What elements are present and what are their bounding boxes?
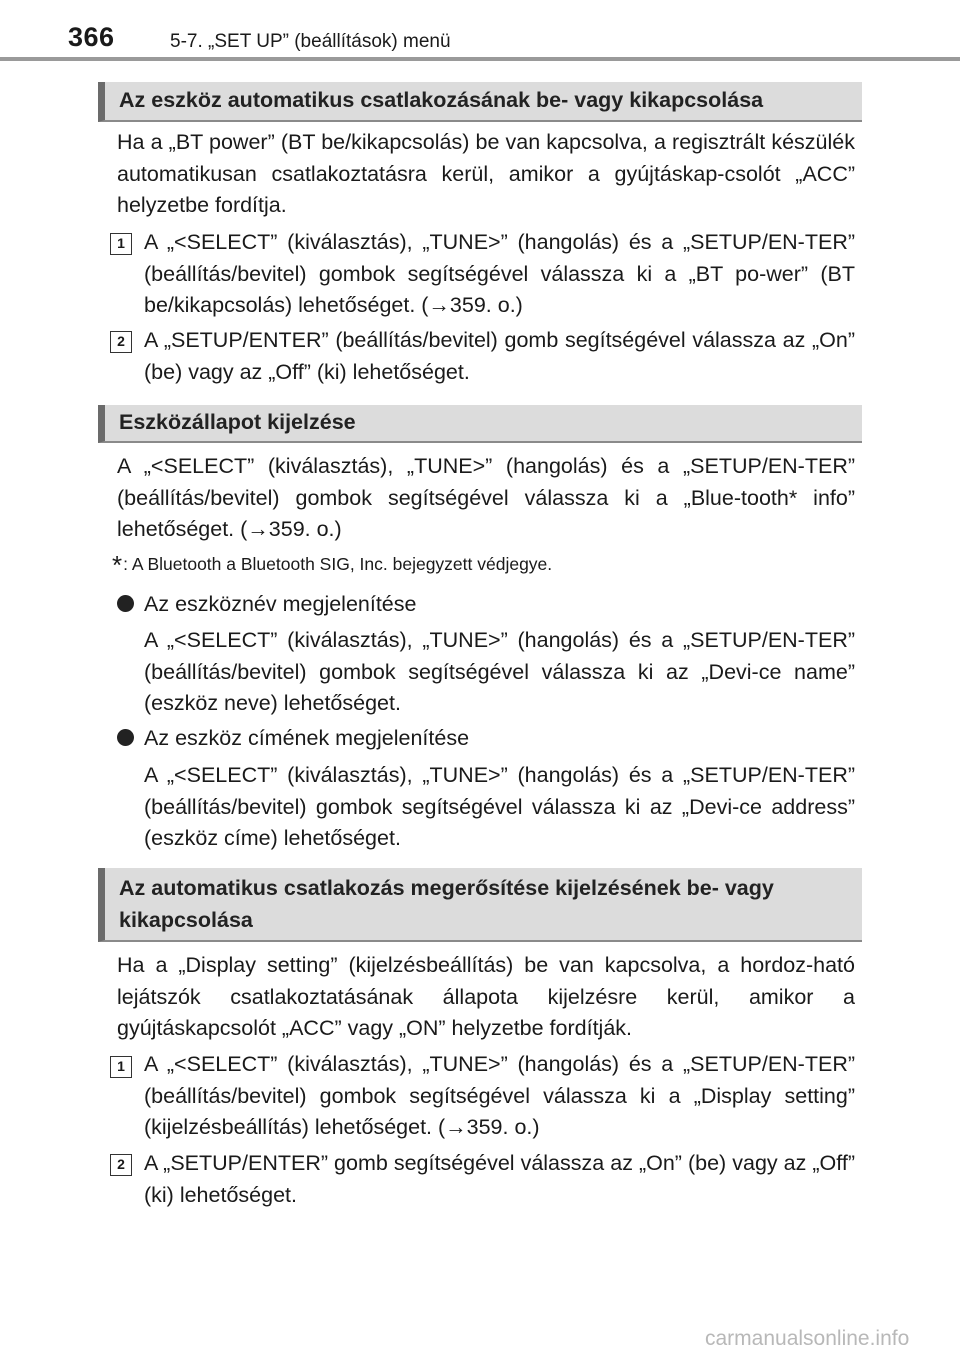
step-number-1: 1 [110,1056,132,1078]
step-text: A „SETUP/ENTER” gomb segítségével válassza az „On” (be) vagy az „Off” (ki) lehetőséget. [144,1151,855,1207]
section-title-text: Az eszköz automatikus csatlakozásának be- vagy kikapcsolása [119,88,764,112]
section-path: 5-7. „SET UP” (beállítások) menü [170,31,451,52]
bullet-title-text: Az eszköznév megjelenítése [144,592,417,616]
footnote-text: : A Bluetooth a Bluetooth SIG, Inc. bejegyzett védjegye. [123,554,553,574]
step-number-2: 2 [110,1154,132,1176]
bullet-item [117,723,469,755]
intro-paragraph: Ha a „BT power” (BT be/kikapcsolás) be van kapcsolva, a regisztrált készülék automatikusan csatlakoztatásra kerül, amikor a gyújtáskap-csolót „ACC” helyzetbe fordítja. [117,130,855,217]
page-header [0,0,960,60]
page-number: 366 [68,22,115,52]
section-title-confirm-display [98,868,862,942]
step-text: A „SETUP/ENTER” (beállítás/bevitel) gomb segítségével válassza az „On” (be) vagy az „Off” (ki) lehetőséget. [144,328,855,384]
intro-paragraph: Ha a „Display setting” (kijelzésbeállítás) be van kapcsolva, a hordoz-ható lejátszók csatlakoztatásának állapota kijelzésre kerül, amikor a gyújtáskapcsolót „ACC” vagy „ON” helyzetbe fordítják. [117,953,855,1040]
bullet-text: A „<SELECT” (kiválasztás), „TUNE>” (hangolás) és a „SETUP/EN-TER” (beállítás/bevitel) gombok segítségével válassza ki az „Devi-ce address” (eszköz címe) lehetőséget. [144,763,855,850]
bullet-text: A „<SELECT” (kiválasztás), „TUNE>” (hangolás) és a „SETUP/EN-TER” (beállítás/bevitel) gombok segítségével válassza ki az „Devi-ce name” (eszköz neve) lehetőséget. [144,628,855,715]
section-title-device-status [98,405,862,443]
intro-paragraph: A „<SELECT” (kiválasztás), „TUNE>” (hangolás) és a „SETUP/EN-TER” (beállítás/bevitel) gombok segítségével válassza ki a „Blue-tooth* info” lehetőséget. (→359. o.) [117,454,855,541]
watermark: carmanualsonline.info [705,1327,910,1350]
footnote [112,550,552,581]
step-text: A „<SELECT” (kiválasztás), „TUNE>” (hangolás) és a „SETUP/EN-TER” (beállítás/bevitel) gombok segítségével válassza ki a „Display setting” (kijelzésbeállítás) lehetőséget. (→359. o.) [144,1052,855,1139]
step-text: A „<SELECT” (kiválasztás), „TUNE>” (hangolás) és a „SETUP/EN-TER” (beállítás/bevitel) gombok segítségével válassza ki a „BT po-wer” (BT be/kikapcsolás) lehetőséget. (→359. o.) [144,230,855,317]
section-title-text: Eszközállapot kijelzése [119,410,356,434]
bullet-dot-icon [117,595,134,612]
section-title-line-1: Az automatikus csatlakozás megerősítése kijelzésének be- vagy [119,876,774,900]
section-title-auto-connect [98,82,862,122]
step-number-2: 2 [110,331,132,353]
section-title-line-2: kikapcsolása [119,908,253,932]
bullet-title-text: Az eszköz címének megjelenítése [144,726,470,750]
footnote-mark: * [112,550,123,580]
step-number-1: 1 [110,233,132,255]
bullet-dot-icon [117,729,134,746]
bullet-item [117,589,416,621]
header-rule [0,57,960,61]
